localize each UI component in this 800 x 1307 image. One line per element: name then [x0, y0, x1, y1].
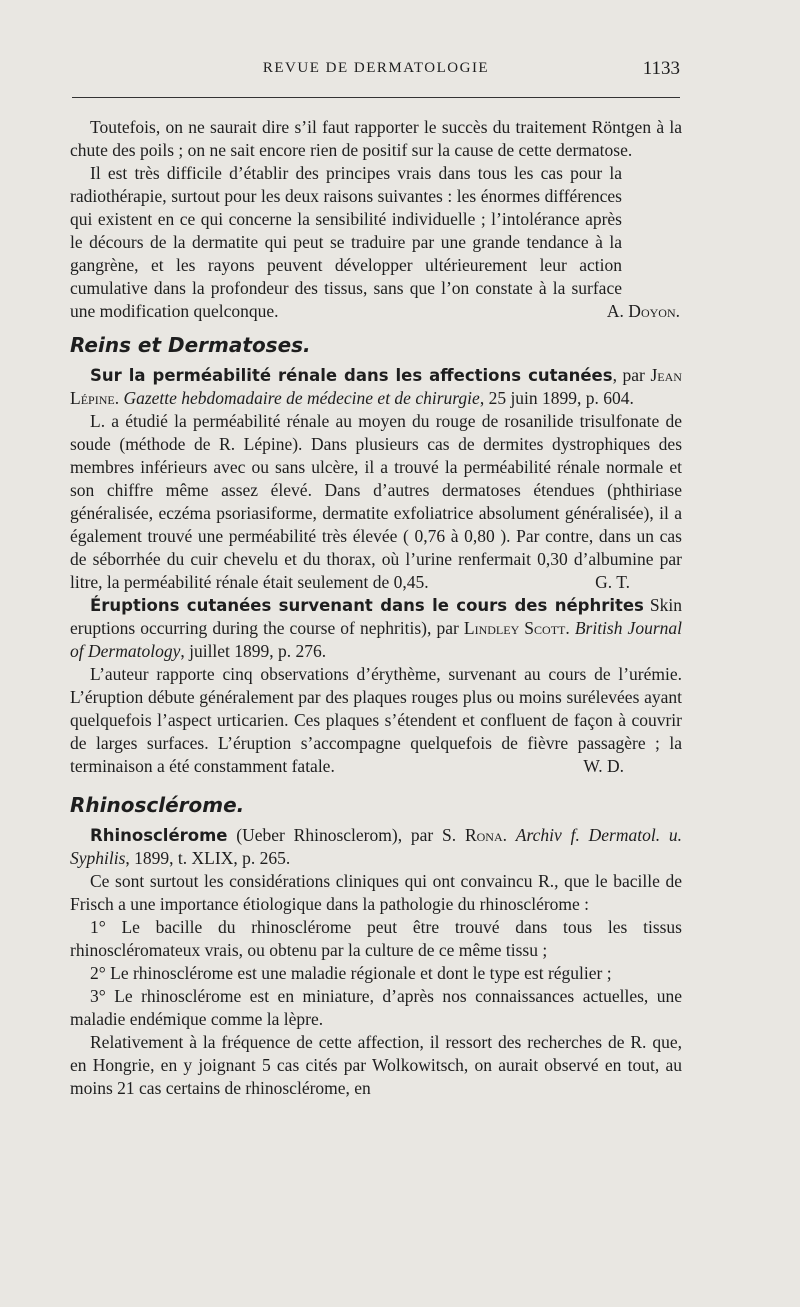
article-3-paragraph-4: 3° Le rhinosclérome est en miniature, d’après nos connaissances actuelles, une maladie endémique comme la lèpre.	[70, 986, 682, 1029]
intro-paragraph-1: Toutefois, on ne saurait dire s’il faut rapporter le succès du traitement Röntgen à la chute des poils ; on ne sait encore rien de positif sur la cause de cette dermatose.	[70, 117, 682, 160]
article-1-header: Sur la perméabilité rénale dans les affections cutanées, par Jean Lépine. Gazette hebdomadaire de médecine et de chirurgie, 25 juin 1899, p. 604.	[70, 365, 682, 408]
article-3-paragraph-2: 1° Le bacille du rhinosclérome peut être trouvé dans tous les tissus rhinoscléromateux vrais, ou obtenu par la culture de ce même tissu ;	[70, 917, 682, 960]
intro-paragraph-2-text: Il est très difficile d’établir des principes vrais dans tous les cas pour la radiothérapie, surtout pour les deux raisons suivantes : les énormes différences qui existent en ce qui concerne la sensibilité individuelle ; l’intolérance après le décours de la dermatite qui peut se traduire par une grande tendance à la gangrène, et les rayons peuvent développer ultérieurement leur action cumulative dans la profondeur des tissus, sans que l’on constate à la surface une modification quelconque.	[70, 163, 622, 321]
article-2-signature: W. D.	[583, 756, 624, 776]
article-3-header: Rhinosclérome (Ueber Rhinosclerom), par S. Rona. Archiv f. Dermatol. u. Syphilis, 1899, t. XLIX, p. 265.	[70, 825, 683, 868]
article-2-author: Lindley Scott	[463, 618, 566, 638]
running-title: REVUE DE DERMATOLOGIE	[262, 60, 490, 76]
article-2-text: L’auteur rapporte cinq observations d’érythème, survenant au cours de l’urémie. L’éruption débute généralement par des plaques rouges plus ou moins surélevées ayant quelquefois l’aspect urticarien. Ces plaques s’étendent et confluent de façon à couvrir de larges surfaces. L’éruption s’accompagne quelquefois de fièvre passagère ; la terminaison a été constamment fatale.	[70, 664, 682, 776]
article-2-subtitle: Skin eruptions occurring during the course of nephritis), par	[70, 595, 683, 638]
intro-paragraph-2	[70, 162, 682, 323]
article-3-paragraph-3: 2° Le rhinosclérome est une maladie régionale et dont le type est régulier ;	[90, 963, 612, 983]
page-body	[70, 116, 682, 1100]
page-header	[72, 58, 680, 88]
article-2-ref: , juillet 1899, p. 276.	[180, 641, 327, 661]
article-3-title: Rhinosclérome	[90, 826, 228, 845]
article-1-ref: , 25 juin 1899, p. 604.	[479, 388, 634, 408]
header-rule	[72, 97, 680, 98]
article-1-journal: Gazette hebdomadaire de médecine et de chirurgie	[123, 388, 480, 408]
page-number: 1133	[642, 58, 680, 79]
article-1-author: Jean Lépine	[70, 365, 682, 408]
article-1-text: L. a étudié la perméabilité rénale au moyen du rouge de rosanilide trisulfonate de soude (méthode de R. Lépine). Dans plusieurs cas de dermites dystrophiques des membres inférieurs avec ou sans ulcère, il a trouvé la perméabilité rénale normale et son chiffre même assez élevé. Dans d’autres dermatoses étendues (phthiriase généralisée, eczéma psoriasiforme, dermatite exfoliatrice absolument généralisée), il a également trouvé une perméabilité très élevée ( 0,76 à 0,80 ). Par contre, dans un cas de séborrhée du cuir chevelu et du thorax, où l’urine renfermait 0,30 d’albumine par litre, la perméabilité rénale était seulement de 0,45.	[70, 411, 682, 592]
article-2-header: Éruptions cutanées survenant dans le cours des néphrites Skin eruptions occurring during the course of nephritis), par Lindley Scott. British Journal of Dermatology, juillet 1899, p. 276.	[70, 595, 683, 661]
article-3-ref: , 1899, t. XLIX, p. 265.	[125, 848, 291, 868]
article-3-paragraph-1: Ce sont surtout les considérations cliniques qui ont convaincu R., que le bacille de Frisch a une importance étiologique dans la pathologie du rhinosclérome :	[70, 871, 682, 914]
intro-signature: A. Doyon.	[606, 301, 680, 321]
section-title-reins: Reins et Dermatoses.	[70, 333, 311, 357]
article-3-journal: Archiv f. Dermatol. u. Syphilis	[70, 825, 683, 868]
article-3-subtitle: (Ueber Rhinosclerom), par S.	[227, 825, 457, 845]
article-3-author: Rona	[464, 825, 503, 845]
article-3-paragraph-5: Relativement à la fréquence de cette affection, il ressort des recherches de R. que, en Hongrie, en y joignant 5 cas cités par Wolkowitsch, on aurait observé en tout, au moins 21 cas certains de rhinosclérome, en	[70, 1032, 682, 1098]
section-title-rhinosclerome: Rhinosclérome.	[70, 793, 245, 817]
article-1-by: , par	[612, 365, 645, 385]
article-1-title: Sur la perméabilité rénale dans les affections cutanées	[90, 366, 613, 385]
article-2-title: Éruptions cutanées survenant dans le cours des néphrites	[90, 596, 644, 615]
article-1-signature: G. T.	[595, 572, 630, 592]
article-2-journal: British Journal of Dermatology	[70, 618, 682, 661]
